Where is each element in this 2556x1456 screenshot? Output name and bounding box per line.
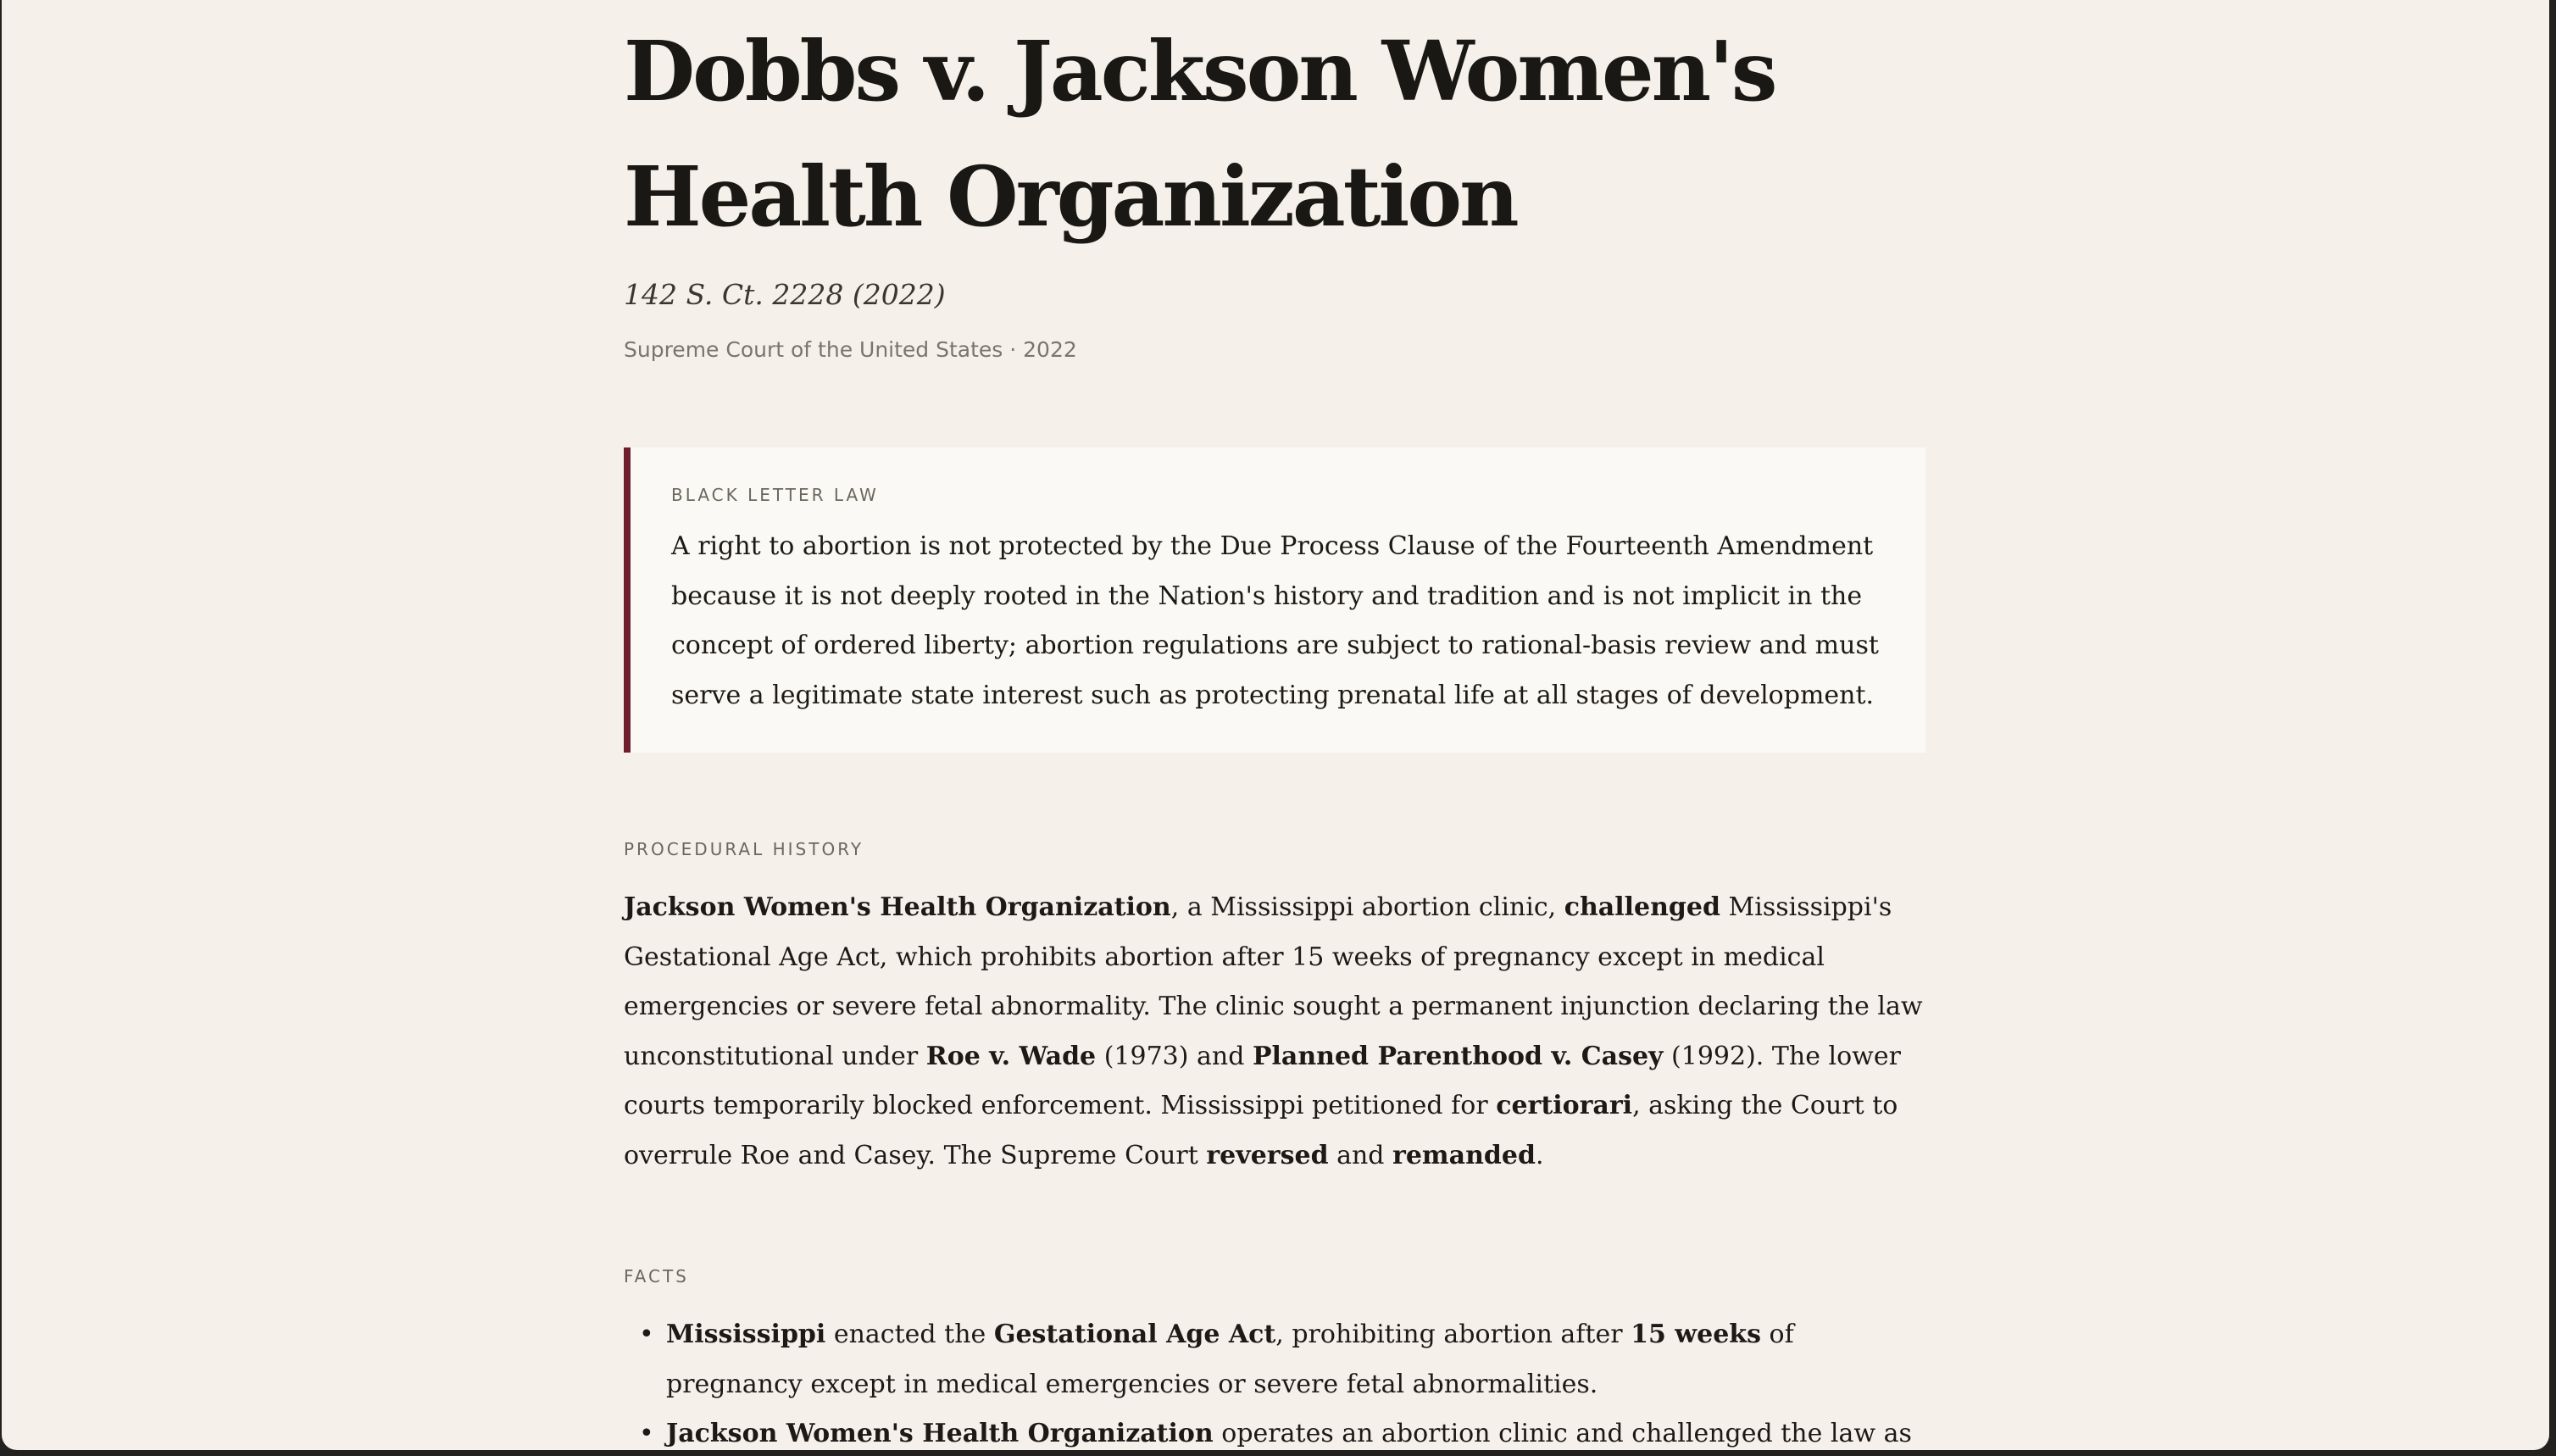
black-letter-law-card [624,447,1925,753]
fact-item [624,1409,1929,1450]
bold-term: Planned Parenthood v. Casey [1252,1041,1664,1071]
bold-term: remanded [1392,1140,1536,1170]
text-run: enacted the [825,1320,994,1349]
text-run: of pregnancy except in medical emergencies or severe fetal abnormalities. [666,1320,1794,1399]
bold-term: challenged [1564,892,1720,922]
bold-term: Jackson Women's Health Organization [624,892,1171,922]
text-run: , a Mississippi abortion clinic, [1170,892,1564,922]
bold-term: Gestational Age Act [993,1320,1276,1349]
text-run: operates an abortion clinic and challenged the law as [1213,1419,1912,1448]
text-run: , asking the Court to overrule Roe and Casey. The Supreme Court [624,1091,1898,1170]
text-run: and [1328,1140,1393,1170]
bold-term: Jackson Women's Health Organization [666,1419,1214,1448]
facts-list [624,1310,1929,1450]
court-and-year: Supreme Court of the United States · 2022 [624,337,1077,362]
page-window [2,0,2549,1450]
facts-label: FACTS [624,1266,689,1287]
procedural-history-label: PROCEDURAL HISTORY [624,839,864,859]
bold-term: Roe v. Wade [925,1041,1097,1071]
text-run: . [1535,1140,1544,1170]
case-citation: 142 S. Ct. 2228 (2022) [624,278,946,311]
bold-term: Mississippi [666,1320,826,1349]
black-letter-law-text: A right to abortion is not protected by the Due Process Clause of the Fourteenth Amendment because it is not deeply rooted in the Nation's history and tradition and is not implicit in the concept of ordered liberty; abortion regulations are subject to rational-basis review and must serve a legitimate state interest such as protecting prenatal life at all stages of development. [671,531,1879,710]
text-run: (1973) and [1096,1041,1253,1071]
black-letter-law-label: BLACK LETTER LAW [671,485,879,505]
procedural-history-text [624,883,1929,1181]
text-run: (1992). The lower courts temporarily blocked enforcement. Mississippi petitioned for [624,1041,1901,1120]
case-title: Dobbs v. Jackson Women's Health Organization [624,23,1775,245]
text-run: , prohibiting abortion after [1275,1320,1631,1349]
text-run: Mississippi's Gestational Age Act, which prohibits abortion after 15 weeks of pregnancy except in medical emergencies or severe fetal abnormality. The clinic sought a permanent injunction declaring the law unconstitutional under [624,892,1923,1071]
bold-term: 15 weeks [1631,1320,1761,1349]
bold-term: reversed [1206,1140,1329,1170]
bold-term: certiorari [1496,1091,1633,1120]
fact-item [624,1310,1929,1409]
